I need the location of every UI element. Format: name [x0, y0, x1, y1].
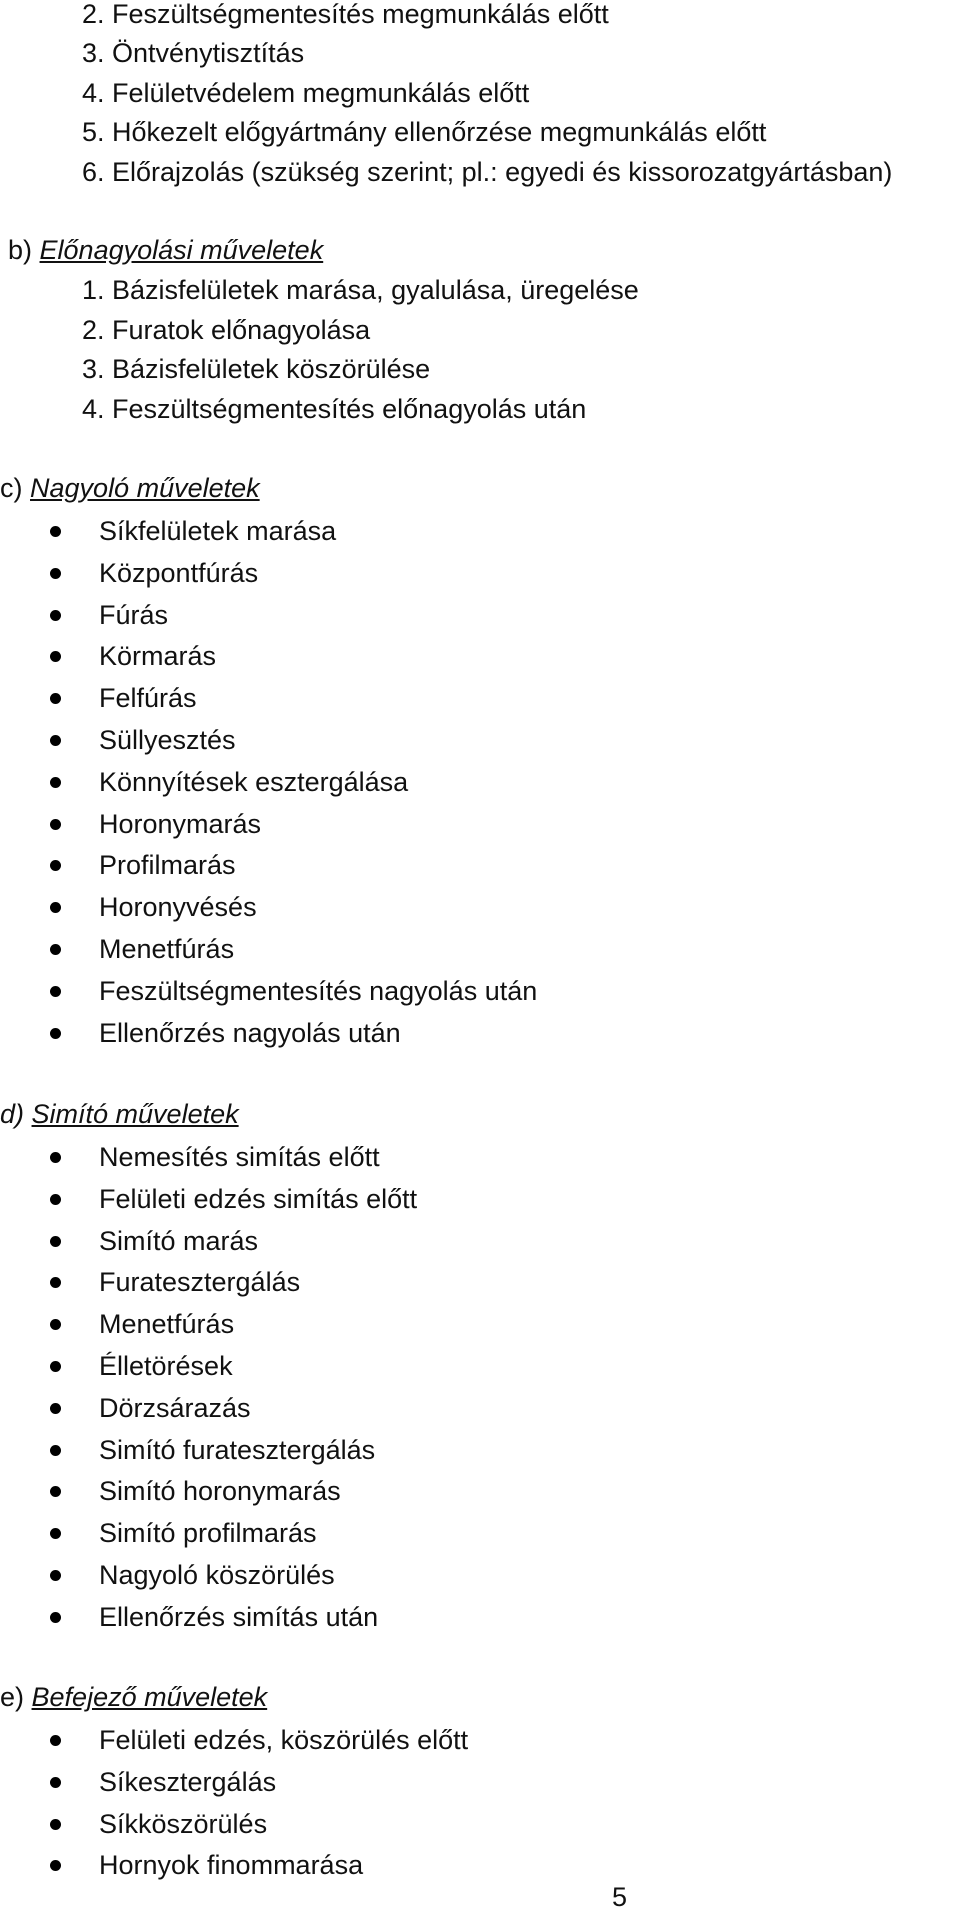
- bullet-icon: [50, 860, 61, 871]
- list-b-item: 2. Furatok előnagyolása: [82, 315, 371, 345]
- list-item-label: Furatesztergálás: [99, 1267, 301, 1298]
- section-b-prefix: b): [8, 235, 33, 265]
- section-b-heading: [8, 233, 323, 267]
- section-e-prefix: e): [0, 1682, 25, 1712]
- list-item-label: Körmarás: [99, 641, 217, 672]
- list-item-label: Simító marás: [99, 1225, 259, 1256]
- list-item-label: Nemesítés simítás előtt: [99, 1142, 380, 1172]
- list-item-label: Központfúrás: [99, 557, 259, 588]
- bullet-icon: [50, 651, 61, 662]
- bullet-icon: [50, 777, 61, 788]
- list-a-item-5: 5. Hőkezelt előgyártmány ellenőrzése megmunkálás előtt: [82, 117, 767, 147]
- list-item-label: Simító profilmarás: [99, 1518, 317, 1549]
- bullet-icon: [50, 526, 61, 537]
- list-item-label: Ellenőrzés simítás után: [99, 1601, 379, 1632]
- bullet-icon: [50, 1361, 61, 1372]
- list-b-item: 1. Bázisfelületek marása, gyalulása, üregelése: [82, 275, 639, 305]
- list-b-item: 4. Feszültségmentesítés előnagyolás után: [82, 394, 587, 424]
- bullet-icon: [50, 1819, 61, 1830]
- bullet-icon: [50, 1570, 61, 1581]
- list-a-item-2: 2. Feszültségmentesítés megmunkálás előtt: [82, 0, 609, 29]
- bullet-icon: [50, 1445, 61, 1456]
- section-d-prefix: d): [0, 1099, 25, 1129]
- list-item-label: Élletörések: [99, 1351, 233, 1381]
- bullet-icon: [50, 1735, 61, 1746]
- section-c-heading: [0, 471, 260, 505]
- list-item-label: Horonymarás: [99, 808, 262, 839]
- bullet-icon: [50, 1236, 61, 1247]
- section-e-title: Befejező műveletek: [31, 1682, 268, 1712]
- bullet-icon: [50, 1028, 61, 1039]
- bullet-icon: [50, 1528, 61, 1539]
- list-item-label: Feszültségmentesítés nagyolás után: [99, 975, 538, 1006]
- list-item-label: Síkköszörülés: [99, 1808, 268, 1839]
- list-item-label: Síkesztergálás: [99, 1766, 277, 1797]
- bullet-icon: [50, 1777, 61, 1788]
- bullet-icon: [50, 986, 61, 997]
- bullet-icon: [50, 568, 61, 579]
- section-e-heading: [0, 1680, 267, 1714]
- list-item-label: Síkfelületek marása: [99, 516, 337, 546]
- list-item-label: Menetfúrás: [99, 1309, 235, 1340]
- list-item-label: Horonyvésés: [99, 892, 257, 923]
- bullet-icon: [50, 610, 61, 621]
- list-item-label: Dörzsárazás: [99, 1392, 251, 1423]
- bullet-icon: [50, 1612, 61, 1623]
- list-item-label: Süllyesztés: [99, 725, 236, 755]
- list-item-label: Ellenőrzés nagyolás után: [99, 1017, 401, 1048]
- section-c-title: Nagyoló műveletek: [30, 473, 260, 503]
- bullet-icon: [50, 1860, 61, 1871]
- list-item-label: Könnyítések esztergálása: [99, 766, 409, 797]
- list-item-label: Simító furatesztergálás: [99, 1434, 376, 1465]
- bullet-icon: [50, 693, 61, 704]
- page-number: 5: [612, 1882, 628, 1912]
- list-item-label: Nagyoló köszörülés: [99, 1560, 335, 1590]
- bullet-icon: [50, 1403, 61, 1414]
- section-d-heading: [0, 1097, 239, 1131]
- list-item-label: Felfúrás: [99, 683, 197, 714]
- list-item-label: Hornyok finommarása: [99, 1850, 364, 1881]
- bullet-icon: [50, 819, 61, 830]
- list-item-label: Menetfúrás: [99, 934, 235, 964]
- list-item-label: Felületi edzés simítás előtt: [99, 1183, 418, 1214]
- bullet-icon: [50, 1194, 61, 1205]
- bullet-icon: [50, 1486, 61, 1497]
- bullet-icon: [50, 1277, 61, 1288]
- list-a-item-4: 4. Felületvédelem megmunkálás előtt: [82, 78, 530, 108]
- list-item-label: Profilmarás: [99, 850, 236, 881]
- bullet-icon: [50, 735, 61, 746]
- bullet-icon: [50, 1319, 61, 1330]
- list-a-item-6: 6. Előrajzolás (szükség szerint; pl.: egyedi és kissorozatgyártásban): [82, 157, 893, 187]
- list-item-label: Fúrás: [99, 599, 169, 630]
- list-item-label: Simító horonymarás: [99, 1476, 341, 1507]
- bullet-icon: [50, 902, 61, 913]
- section-d-title: Simító műveletek: [31, 1099, 239, 1129]
- list-item-label: Felületi edzés, köszörülés előtt: [99, 1725, 469, 1755]
- section-b-title: Előnagyolási műveletek: [39, 235, 324, 265]
- list-a-item-3: 3. Öntvénytisztítás: [82, 38, 305, 68]
- list-b-item: 3. Bázisfelületek köszörülése: [82, 354, 431, 384]
- section-c-prefix: c): [0, 473, 23, 503]
- bullet-icon: [50, 1152, 61, 1163]
- bullet-icon: [50, 944, 61, 955]
